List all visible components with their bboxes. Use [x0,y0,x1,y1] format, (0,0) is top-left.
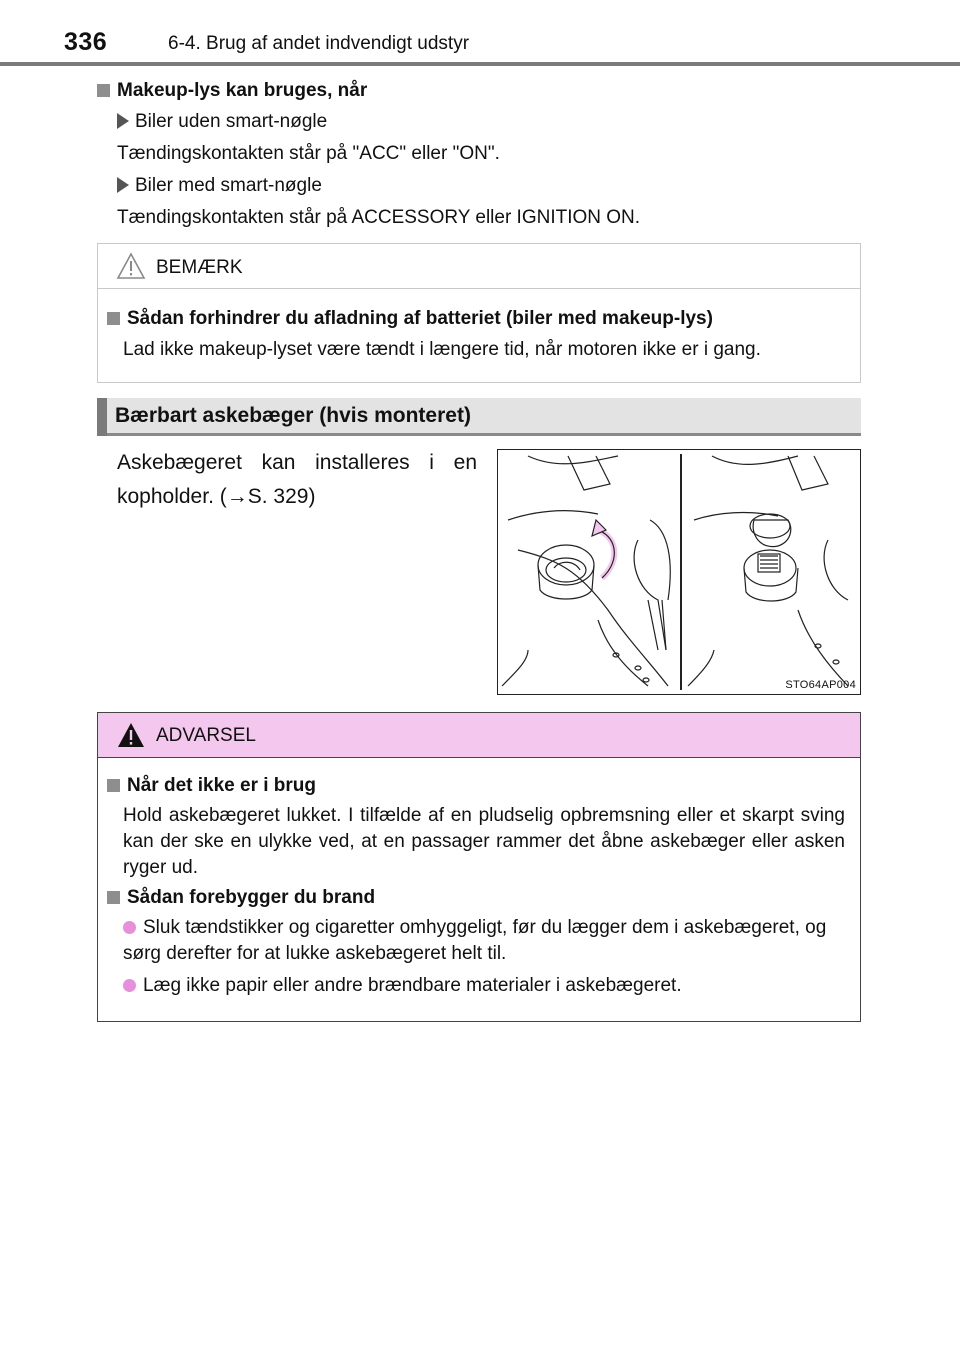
makeup-heading: Makeup-lys kan bruges, når [97,80,367,102]
warning-bullet-1: Sluk tændstikker og cigaretter omhyggeligt, før du lægger dem i askebægeret, og sørg derefter for at lukke askebægeret helt til. [123,917,827,964]
warning-bullet-2: Læg ikke papir eller andre brændbare materialer i askebægeret. [123,973,853,999]
triangle-bullet-icon [117,177,129,193]
square-bullet-icon [107,891,120,904]
page-header [0,0,960,66]
dot-bullet-icon [123,921,136,934]
note-header [98,244,860,289]
warning-header [98,713,860,758]
square-bullet-icon [97,84,110,97]
note-title: BEMÆRK [156,257,243,278]
caution-triangle-icon [116,252,146,280]
page-number: 336 [64,28,108,56]
dot-bullet-icon [123,979,136,992]
case1-label: Biler uden smart-nøgle [117,111,327,133]
warning-subheading-2: Sådan forebygger du brand [107,887,375,909]
section-bar [97,398,861,436]
warning-box [97,712,861,1022]
note-text: Lad ikke makeup-lyset være tændt i længere tid, når motoren ikke er i gang. [123,339,761,360]
chapter-title: 6-4. Brug af andet indvendigt udstyr [168,33,470,54]
warning-triangle-icon [116,721,146,749]
note-box [97,243,861,383]
ashtray-illustration [498,450,860,694]
case2-text: Tændingskontakten står på ACCESSORY eller IGNITION ON. [117,207,641,228]
ashtray-figure [497,449,861,695]
square-bullet-icon [107,312,120,325]
square-bullet-icon [107,779,120,792]
case2-label: Biler med smart-nøgle [117,175,322,197]
section-title: Bærbart askebæger (hvis monteret) [115,404,471,427]
note-subheading: Sådan forhindrer du afladning af batteriet (biler med makeup-lys) [107,308,713,330]
triangle-bullet-icon [117,113,129,129]
figure-code: STO64AP004 [785,679,856,691]
header-rule [0,62,960,66]
warning-paragraph-1: Hold askebægeret lukket. I tilfælde af en pludselig opbremsning eller et skarpt sving kan der ske en ulykke ved, at en passager rammer det åbne askebæger eller asken ryger ud. [123,805,845,878]
warning-title: ADVARSEL [156,725,256,746]
warning-subheading-1: Når det ikke er i brug [107,775,316,797]
case1-text: Tændingskontakten står på "ACC" eller "ON". [117,143,500,164]
section-accent [97,398,107,436]
ashtray-body-text: Askebægeret kan installeres i en kopholder. (→S. 329) [117,451,477,508]
